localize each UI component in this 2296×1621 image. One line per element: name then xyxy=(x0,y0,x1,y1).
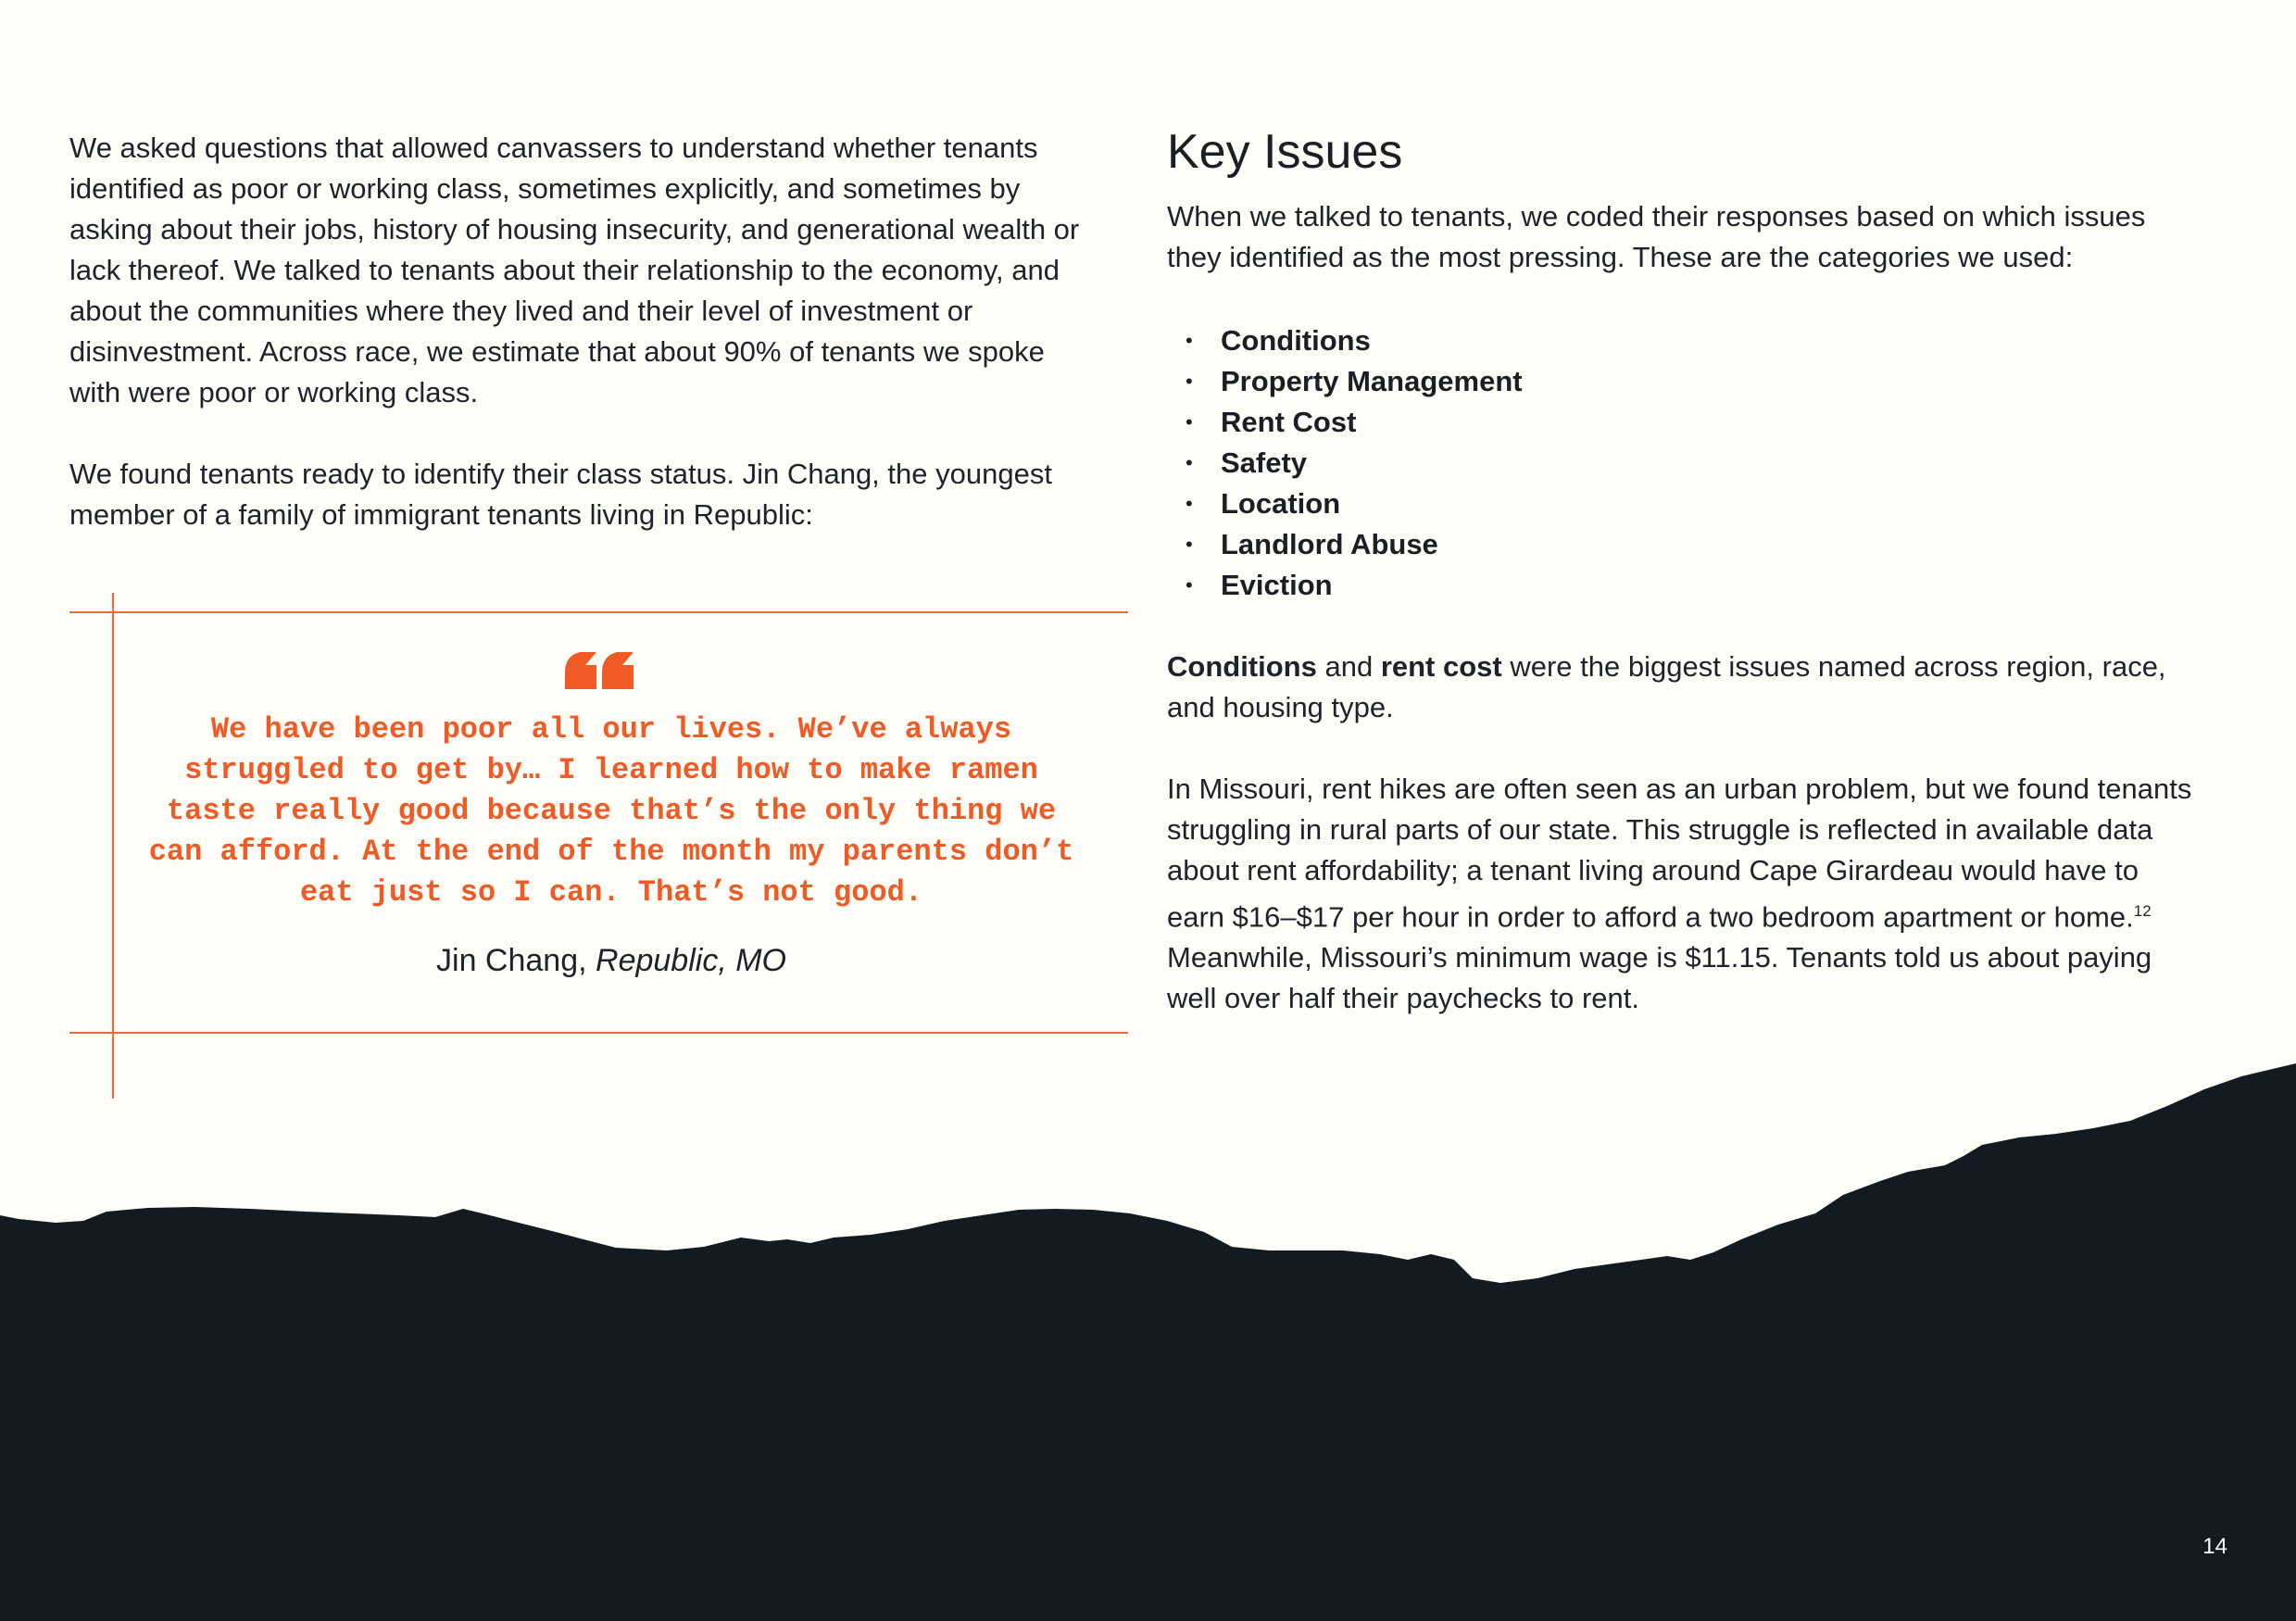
quote-bottom-rule xyxy=(69,1032,1128,1034)
list-item: • Landlord Abuse xyxy=(1186,524,2195,565)
summary-bold-conditions: Conditions xyxy=(1167,650,1317,683)
footnote-marker[interactable]: 12 xyxy=(2133,902,2152,920)
issues-list xyxy=(1186,320,2195,606)
pull-quote xyxy=(69,611,1128,1034)
summary-rest: were the biggest issues named across region, race, and housing type. xyxy=(1167,650,2166,723)
list-item: • Rent Cost xyxy=(1186,402,2195,443)
missouri-text-before: In Missouri, rent hikes are often seen as an urban problem, but we found tenants struggling in rural parts of our state. This struggle is reflected in available data about rent affordability; a tenant living around Cape Girardeau would have to earn $16–$17 per hour in order to afford a two bedroom apartment or home. xyxy=(1167,773,2192,934)
key-issues-intro: When we talked to tenants, we coded their responses based on which issues they identified as the most pressing. These are the categories we used: xyxy=(1167,200,2146,273)
list-item: • Location xyxy=(1186,484,2195,524)
quote-top-rule xyxy=(69,611,1128,613)
quote-text: We have been poor all our lives. We’ve always struggled to get by… I learned how to make ramen taste really good because that’s the only thing we can afford. At the end of the month my parents don’t eat just so I can. That’s not good. xyxy=(148,712,1074,910)
section-heading: Key Issues xyxy=(1167,125,1403,179)
list-item: • Property Management xyxy=(1186,361,2195,402)
missouri-text-after: Meanwhile, Missouri’s minimum wage is $11.15. Tenants told us about paying well over half their paychecks to rent. xyxy=(1167,941,2152,1015)
quote-location: Republic, MO xyxy=(596,943,786,978)
right-column xyxy=(1167,120,2195,1019)
list-item: • Conditions xyxy=(1186,320,2195,361)
list-item: • Eviction xyxy=(1186,565,2195,606)
quote-author: Jin Chang, xyxy=(436,943,587,978)
summary-bold-rent-cost: rent cost xyxy=(1380,650,1502,683)
summary-connector: and xyxy=(1316,650,1381,683)
issues-summary xyxy=(1167,647,2195,728)
left-column xyxy=(69,128,1088,535)
quote-mark-icon xyxy=(69,652,1128,694)
intro-paragraph: We asked questions that allowed canvassers to understand whether tenants identified as poor or working class, sometimes explicitly, and sometimes by asking about their jobs, history of housing insecurity, and generational wealth or lack thereof. We talked to tenants about their relationship to the economy, and about the communities where they lived and their level of investment or disinvestment. Across race, we estimate that about 90% of tenants we spoke with were poor or working class. xyxy=(69,132,1080,408)
quote-attribution xyxy=(144,943,1079,979)
list-item: • Safety xyxy=(1186,443,2195,484)
class-status-paragraph: We found tenants ready to identify their class status. Jin Chang, the youngest member of a family of immigrant tenants living in Republic: xyxy=(69,458,1052,531)
page-number: 14 xyxy=(2202,1534,2227,1559)
missouri-paragraph xyxy=(1167,769,2195,1019)
